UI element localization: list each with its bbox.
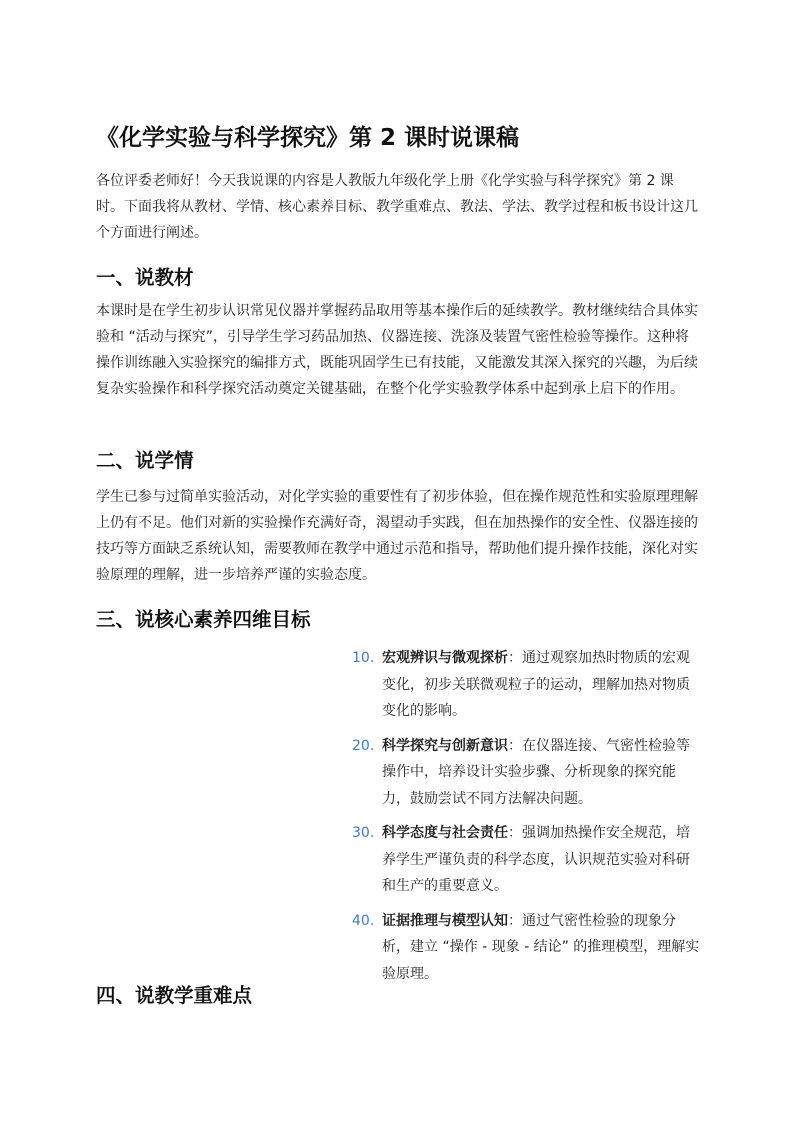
intro-paragraph: 各位评委老师好！今天我说课的内容是人教版九年级化学上册《化学实验与科学探究》第 2 课时。下面我将从教材、学情、核心素养目标、教学重难点、教法、学法、教学过程和板书设计这几个方面进行阐述。: [96, 173, 698, 241]
goal-text: ：通过观察加热时物质的宏观变化，初步关联微观粒子的运动，理解加热对物质变化的影响。: [382, 650, 690, 719]
list-item: [352, 645, 700, 725]
list-item: [352, 820, 700, 900]
list-item: [352, 733, 700, 813]
section-heading-key-points: 四、说教学重难点: [96, 984, 253, 1007]
goal-term: 证据推理与模型认知: [382, 912, 508, 929]
list-number: 30.: [352, 825, 375, 841]
goal-term: 科学态度与社会责任: [382, 825, 508, 841]
section-heading-students: 二、说学情: [96, 449, 194, 472]
section-heading-goals: 三、说核心素养四维目标: [96, 608, 311, 631]
list-number: 20.: [352, 737, 375, 754]
goal-text: ：在仪器连接、气密性检验等操作中，培养设计实验步骤、分析现象的探究能力，鼓励尝试不同方法解决问题。: [382, 737, 690, 807]
goal-text: ：强调加热操作安全规范，培养学生严谨负责的科学态度，认识规范实验对科研和生产的重要意义。: [382, 825, 690, 894]
goal-text: ：通过气密性检验的现象分析，建立 “操作 - 现象 - 结论” 的推理模型，理解实验原理。: [382, 912, 700, 982]
section-heading-textbook: 一、说教材: [96, 266, 194, 289]
list-number: 40.: [352, 912, 375, 929]
document-title: 《化学实验与科学探究》第 2 课时说课稿: [96, 125, 520, 151]
goals-list: [352, 645, 700, 987]
list-number: 10.: [352, 650, 375, 666]
goal-term: 科学探究与创新意识: [382, 737, 508, 754]
goal-term: 宏观辨识与微观探析: [382, 650, 508, 666]
list-item: [352, 908, 700, 988]
students-paragraph: 学生已参与过简单实验活动，对化学实验的重要性有了初步体验，但在操作规范性和实验原理理解上仍有不足。他们对新的实验操作充满好奇，渴望动手实践，但在加热操作的安全性、仪器连接的技巧等方面缺乏系统认知，需要教师在教学中通过示范和指导，帮助他们提升操作技能，深化对实验原理的理解，进一步培养严谨的实验态度。: [96, 489, 698, 583]
textbook-paragraph: 本课时是在学生初步认识常见仪器并掌握药品取用等基本操作后的延续教学。教材继续结合具体实验和 “活动与探究”，引导学生学习药品加热、仪器连接、洗涤及装置气密性检验等操作。这种将操作训练融入实验探究的编排方式，既能巩固学生已有技能，又能激发其深入探究的兴趣，为后续复杂实验操作和科学探究活动奠定关键基础，在整个化学实验教学体系中起到承上启下的作用。: [96, 303, 698, 397]
